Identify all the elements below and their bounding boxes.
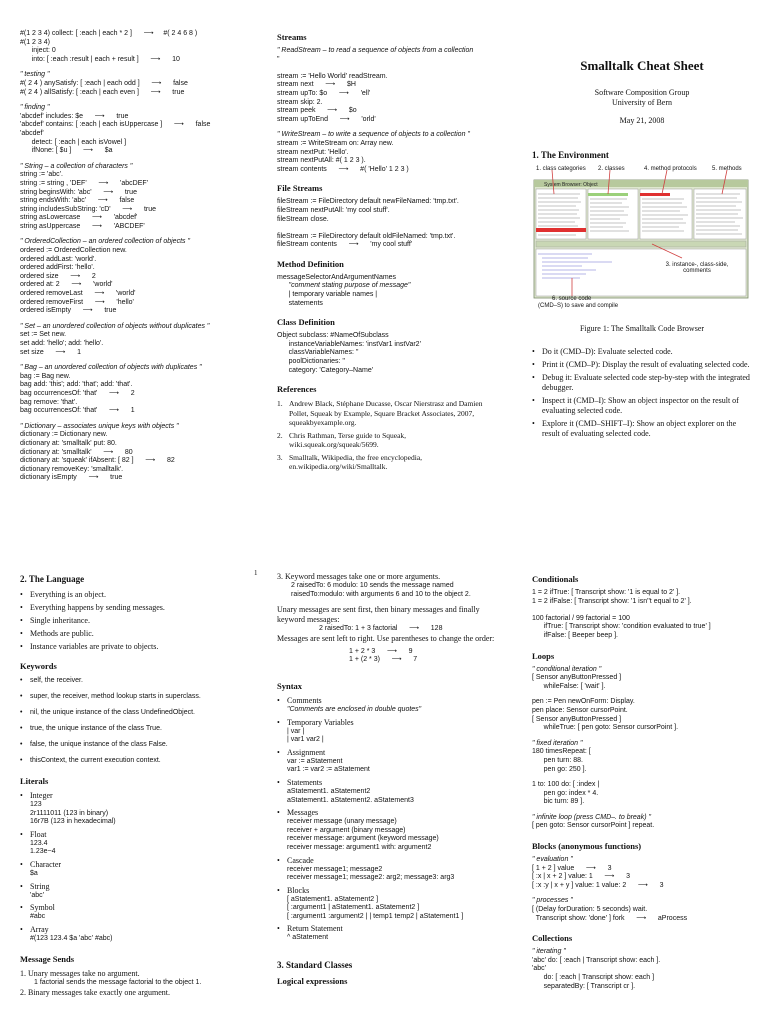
code-line: " conditional iteration " bbox=[532, 665, 602, 673]
page-title: Smalltalk Cheat Sheet bbox=[580, 58, 704, 73]
references-list bbox=[277, 399, 497, 472]
code-line: ordered size ⟶ 2 bbox=[20, 272, 96, 280]
loops-fixed-code bbox=[532, 740, 757, 774]
code-line: ifTrue: [ Transcript show: 'condition evaluated to true' ] bbox=[532, 623, 711, 631]
code-line: statements bbox=[277, 299, 323, 307]
conditionals-code bbox=[532, 589, 757, 641]
language-bullet: • Instance variables are private to objects. bbox=[20, 642, 260, 652]
conditionals-heading: Conditionals bbox=[532, 574, 579, 584]
paren-example-1: 1 + 2 * 3 ⟶ 9 bbox=[349, 647, 413, 655]
code-line: bic turn: 89 ]. bbox=[532, 798, 585, 806]
dictionary-examples bbox=[20, 423, 255, 483]
syntax-item: • Cascade receiver message1; message2 receiver message1; message2: arg2; message3: arg3 bbox=[277, 856, 495, 883]
code-line: ifFalse: [ Beeper beep ]. bbox=[532, 631, 618, 639]
loops-to-do-code bbox=[532, 781, 757, 807]
figure-caption: Figure 1: The Smalltalk Code Browser bbox=[579, 324, 705, 333]
language-bullet: • Everything happens by sending messages. bbox=[20, 603, 260, 613]
code-line: category: 'Category–Name' bbox=[277, 366, 374, 374]
organization-university: University of Bern bbox=[612, 98, 672, 107]
code-line: | temporary variable names | bbox=[277, 291, 378, 299]
keyword-messages-line1: 2 raisedTo: 6 modulo: 10 sends the message named bbox=[291, 582, 454, 589]
language-bullet: • Single inheritance. bbox=[20, 616, 260, 626]
code-line: instanceVariableNames: 'instVar1 instVar2' bbox=[277, 340, 421, 348]
code-line: ordered isEmpty ⟶ true bbox=[20, 307, 117, 315]
code-line: string := string , 'DEF' ⟶ 'abcDEF' bbox=[20, 179, 148, 187]
code-line: string includesSubString: 'cD' ⟶ true bbox=[20, 205, 157, 213]
code-line: dictionary isEmpty ⟶ true bbox=[20, 474, 123, 482]
code-line: Object subclass: #NameOfSubclass bbox=[277, 332, 389, 340]
syntax-list bbox=[277, 696, 495, 943]
file-streams-examples bbox=[277, 198, 497, 250]
code-line: #( 2 4 ) allSatisfy: [ :each | each even ] ⟶ true bbox=[20, 88, 185, 96]
code-line: stream next ⟶ $H bbox=[277, 81, 356, 89]
fig-label-classes: 2. classes bbox=[598, 166, 625, 172]
code-line: 180 timesRepeat: [ bbox=[532, 748, 591, 756]
code-line: " fixed iteration " bbox=[532, 739, 583, 747]
blocks-heading: Blocks (anonymous functions) bbox=[532, 841, 642, 852]
column-3 bbox=[532, 58, 752, 442]
keyword-item: • super, the receiver, method lookup starts in superclass. bbox=[20, 692, 260, 701]
code-line: " String – a collection of characters " bbox=[20, 162, 133, 170]
code-line: do: [ :each | Transcript show: each ] bbox=[532, 974, 655, 981]
code-line: bag occurrencesOf: 'that' ⟶ 2 bbox=[20, 389, 135, 397]
syntax-item: • Messages receiver message (unary message) receiver + argument (binary message) receiver message: argument (keyword message) receiver message: argument1 with: argument2 bbox=[277, 808, 495, 852]
code-line: whileFalse: [ 'wait' ]. bbox=[532, 682, 606, 690]
code-line: stream := WriteStream on: Array new. bbox=[277, 139, 394, 147]
code-line: " testing " bbox=[20, 71, 50, 79]
browser-window-title: System Browser: Object bbox=[544, 182, 598, 188]
message-send-item: 1. Unary messages take no argument. bbox=[20, 969, 140, 979]
fig-label-methods: 5. methods bbox=[712, 166, 742, 172]
code-line: Transcript show: 'done' ] fork ⟶ aProcess bbox=[532, 914, 688, 922]
class-definition-heading: Class Definition bbox=[277, 317, 335, 328]
syntax-item-line: "Comments are enclosed in double quotes" bbox=[287, 705, 422, 713]
loops-pen-code bbox=[532, 698, 757, 732]
paren-example-2: 1 + (2 * 3) ⟶ 7 bbox=[349, 656, 418, 664]
code-line: detect: [ :each | each isVowel ] bbox=[20, 138, 127, 146]
column-1 bbox=[20, 30, 255, 483]
code-line: " Set – an unordered collection of objects without duplicates " bbox=[20, 322, 210, 330]
keyword-messages-item: 3. Keyword messages take one or more arguments. bbox=[277, 572, 441, 581]
collect-inject-examples bbox=[20, 30, 255, 64]
code-line: 'abc' do: [ :each | Transcript show: each ]. bbox=[532, 956, 661, 964]
code-line: " Dictionary – associates unique keys with objects " bbox=[20, 422, 179, 430]
code-line: #(1 2 3 4) bbox=[20, 38, 50, 46]
code-line: pen place: Sensor cursorPoint. bbox=[532, 706, 628, 714]
code-line: ordered at: 2 ⟶ 'world' bbox=[20, 281, 113, 289]
code-line: string := 'abc'. bbox=[20, 171, 63, 179]
code-line: stream nextPut: 'Hello'. bbox=[277, 148, 349, 156]
fig-label-instance: 3. instance-, class-side, comments bbox=[665, 262, 729, 274]
literal: • Symbol #abc bbox=[20, 903, 260, 922]
code-line bbox=[532, 606, 757, 615]
keyword-messages-line2: raisedTo:modulo: with arguments 6 and 10 to the object 2. bbox=[291, 590, 471, 598]
reference-item: 2. Chris Rathman, Terse guide to Squeak, wiki.squeak.org/squeak/5699. bbox=[277, 430, 407, 450]
bottom-column-1 bbox=[20, 572, 260, 998]
code-line: " finding " bbox=[20, 104, 50, 112]
file-streams-heading: File Streams bbox=[277, 183, 323, 194]
code-line: dictionary at: 'smalltalk' put: 80. bbox=[20, 439, 117, 447]
code-line: " WriteStream – to write a sequence of objects to a collection " bbox=[277, 131, 470, 139]
code-line: fileStream contents ⟶ 'my cool stuff' bbox=[277, 241, 413, 249]
syntax-item: • Assignment var := aStatement var1 := var2 := aStatement bbox=[277, 748, 495, 775]
code-line: 1 = 2 ifFalse: [ Transcript show: '1 isn''t equal to 2' ]. bbox=[532, 597, 692, 605]
code-line: ordered removeFirst ⟶ 'hello' bbox=[20, 298, 134, 306]
syntax-item-line: | var1 var2 | bbox=[287, 736, 324, 744]
code-line: 'abc' bbox=[532, 965, 546, 973]
code-line: stream := 'Hello World' readStream. bbox=[277, 72, 388, 80]
syntax-item-line: ^ aStatement bbox=[287, 934, 329, 942]
class-definition-code bbox=[277, 332, 497, 375]
code-line: dictionary at: 'squeak' ifAbsent: [ 82 ] ⟶ 82 bbox=[20, 457, 175, 465]
method-definition-heading: Method Definition bbox=[277, 258, 344, 269]
code-line: " bbox=[277, 55, 280, 63]
syntax-item-line: receiver message: argument1 with: argument2 bbox=[287, 843, 432, 851]
string-examples bbox=[20, 163, 255, 232]
keyword-item: • nil, the unique instance of the class UndefinedObject. bbox=[20, 708, 260, 717]
reference-item: 1. Andrew Black, Stéphane Ducasse, Oscar Nierstrasz and Damien Pollet, Squeak by Example, Square Bracket Associates, 2007, squeakbyexample.org. bbox=[277, 399, 483, 428]
syntax-item-line: receiver + argument (binary message) bbox=[287, 826, 406, 834]
code-line: fileStream := FileDirectory default newFileNamed: 'tmp.txt'. bbox=[277, 198, 459, 206]
message-send-item: 2. Binary messages take exactly one argument. bbox=[20, 987, 171, 997]
code-line: " iterating " bbox=[532, 948, 566, 956]
testing-examples bbox=[20, 71, 255, 97]
code-line: ifNone: [ $u ] ⟶ $a bbox=[20, 147, 113, 155]
logical-expressions-heading: Logical expressions bbox=[277, 976, 348, 987]
loops-infinite-code bbox=[532, 814, 757, 831]
code-line: inject: 0 bbox=[20, 47, 56, 55]
code-line: [ Sensor anyButtonPressed ] bbox=[532, 674, 622, 682]
code-line: string asUppercase ⟶ 'ABCDEF' bbox=[20, 222, 145, 230]
code-line: ordered addLast: 'world'. bbox=[20, 255, 97, 263]
syntax-item-line: | var | bbox=[287, 727, 305, 735]
code-line: stream skip: 2. bbox=[277, 98, 323, 106]
syntax-item-line: [ :argument1 | aStatement1. aStatement2 ] bbox=[287, 904, 420, 912]
keyword-item: • true, the unique instance of the class True. bbox=[20, 724, 260, 733]
keyword-item: • thisContext, the current execution context. bbox=[20, 756, 260, 765]
syntax-item: • Statements aStatement1. aStatement2 aStatement1. aStatement2. aStatement3 bbox=[277, 778, 495, 805]
syntax-item-line: receiver message: argument (keyword message) bbox=[287, 835, 439, 843]
code-line: [ :x :y | x + y ] value: 1 value: 2 ⟶ 3 bbox=[532, 881, 664, 889]
bottom-column-2 bbox=[277, 572, 495, 991]
page-number: 1 bbox=[254, 569, 258, 577]
environment-bullet: • Inspect it (CMD–I): Show an object inspector on the result of evaluating selected code. bbox=[532, 396, 752, 416]
ordered-collection-examples bbox=[20, 238, 255, 315]
message-order-paragraph-2: Messages are sent left to right. Use parentheses to change the order: bbox=[277, 633, 495, 643]
fig-label-protocols: 4. method protocols bbox=[644, 166, 697, 172]
syntax-item-line: var1 := var2 := aStatement bbox=[287, 766, 370, 774]
environment-bullet: • Explore it (CMD–SHIFT–I): Show an object explorer on the result of evaluating selected code. bbox=[532, 419, 752, 439]
code-line: set size ⟶ 1 bbox=[20, 348, 81, 356]
syntax-item: • Temporary Variables | var | | var1 var2 | bbox=[277, 718, 495, 745]
code-line: pen go: 250 ]. bbox=[532, 765, 587, 773]
literals-list bbox=[20, 791, 260, 943]
message-sends-list bbox=[20, 969, 260, 998]
code-line: bag add: 'this'; add: 'that'; add: 'that'. bbox=[20, 381, 133, 389]
syntax-item: • Comments "Comments are enclosed in double quotes" bbox=[277, 696, 495, 715]
keywords-heading: Keywords bbox=[20, 661, 57, 671]
code-line: bag := Bag new. bbox=[20, 372, 71, 380]
code-line: " OrderedCollection – an ordered collection of objects " bbox=[20, 238, 190, 246]
code-line: " evaluation " bbox=[532, 856, 573, 864]
literal-line: 1.23e−4 bbox=[30, 848, 56, 856]
language-heading: 2. The Language bbox=[20, 574, 85, 584]
code-line: separatedBy: [ Transcript cr ]. bbox=[532, 982, 636, 990]
writestream-examples bbox=[277, 131, 497, 174]
code-line: set add: 'hello'; add: 'hello'. bbox=[20, 340, 104, 347]
code-line: fileStream close. bbox=[277, 215, 329, 223]
literal-line: 2r1111011 (123 in binary) bbox=[30, 809, 109, 817]
readstream-examples bbox=[277, 47, 497, 124]
syntax-heading: Syntax bbox=[277, 680, 303, 691]
fig-label-categories: 1. class categories bbox=[536, 166, 586, 172]
code-line: [ 1 + 2 ] value ⟶ 3 bbox=[532, 864, 612, 872]
code-line: 'abcdef' includes: $e ⟶ true bbox=[20, 112, 129, 120]
code-line: ordered addFirst: 'hello'. bbox=[20, 264, 95, 272]
literal: • String 'abc' bbox=[20, 882, 260, 901]
code-line: 'abcdef' contains: [ :each | each isUppercase ] ⟶ false bbox=[20, 121, 211, 129]
code-line bbox=[277, 224, 497, 233]
language-bullets bbox=[20, 590, 260, 652]
collections-code bbox=[532, 948, 757, 991]
syntax-item: • Blocks [ aStatement1. aStatement2 ] [ :argument1 | aStatement1. aStatement2 ] [ :argument1 :argument2 | | temp1 temp2 | aStatement1 ] bbox=[277, 886, 495, 922]
method-definition-code bbox=[277, 274, 497, 308]
collections-heading: Collections bbox=[532, 933, 573, 944]
code-line: " processes " bbox=[532, 897, 573, 905]
syntax-item: • Return Statement ^ aStatement bbox=[277, 924, 495, 943]
code-line: stream upToEnd ⟶ 'orld' bbox=[277, 115, 376, 123]
code-line: dictionary := Dictionary new. bbox=[20, 431, 108, 439]
syntax-item-line: [ :argument1 :argument2 | | temp1 temp2 | aStatement1 ] bbox=[287, 912, 464, 920]
literal-line: $a bbox=[30, 869, 38, 877]
loops-conditional-code bbox=[532, 666, 757, 692]
publication-date: May 21, 2008 bbox=[619, 116, 665, 125]
code-line: poolDictionaries: '' bbox=[277, 358, 346, 366]
syntax-item-line: var := aStatement bbox=[287, 757, 343, 765]
literal-line: 123 bbox=[30, 801, 42, 808]
code-browser-figure bbox=[532, 166, 752, 316]
code-line bbox=[277, 64, 497, 73]
code-line: 100 factorial / 99 factorial = 100 bbox=[532, 614, 630, 622]
code-line: pen go: index * 4. bbox=[532, 789, 599, 797]
language-bullet: • Methods are public. bbox=[20, 629, 260, 639]
code-line: " Bag – an unordered collection of objects with duplicates " bbox=[20, 364, 202, 372]
literal-line: 16r7B (123 in hexadecimal) bbox=[30, 818, 116, 826]
syntax-item-line: receiver message (unary message) bbox=[287, 818, 397, 826]
literals-heading: Literals bbox=[20, 776, 49, 786]
code-line: into: [ :each :result | each + result ] ⟶ 10 bbox=[20, 55, 180, 63]
code-line: [ pen goto: Sensor cursorPoint ] repeat. bbox=[532, 822, 655, 830]
finding-examples bbox=[20, 104, 255, 156]
code-line: pen turn: 88. bbox=[532, 756, 583, 764]
keyword-item: • self, the receiver. bbox=[20, 676, 260, 685]
code-line: pen := Pen newOnForm: Display. bbox=[532, 698, 635, 706]
code-line: dictionary at: 'smalltalk' ⟶ 80 bbox=[20, 448, 133, 456]
message-send-detail: 1 factorial sends the message factorial to the object 1. bbox=[34, 979, 202, 987]
keyword-item: • false, the unique instance of the class False. bbox=[20, 740, 260, 749]
literal: • Array #(123 123.4 $a 'abc' #abc) bbox=[20, 925, 260, 944]
code-line: bag remove: 'that'. bbox=[20, 398, 78, 406]
organization-group: Software Composition Group bbox=[594, 88, 690, 97]
code-line: stream nextPutAll: #( 1 2 3 ). bbox=[277, 157, 366, 165]
literal-line: 'abc' bbox=[30, 891, 44, 899]
keywords-list bbox=[20, 676, 260, 765]
code-line: stream peek ⟶ $o bbox=[277, 107, 357, 115]
syntax-item-line: aStatement1. aStatement2 bbox=[287, 787, 371, 795]
column-2 bbox=[277, 30, 497, 475]
code-line: whileTrue: [ pen goto: Sensor cursorPoint ]. bbox=[532, 724, 679, 732]
environment-bullet: • Debug it: Evaluate selected code step-by-step with the integrated debugger. bbox=[532, 373, 752, 393]
environment-bullets bbox=[532, 347, 752, 439]
blocks-evaluation-code bbox=[532, 856, 757, 890]
code-line: 1 = 2 ifTrue: [ Transcript show: '1 is equal to 2' ]. bbox=[532, 589, 681, 596]
environment-bullet: • Print it (CMD–P): Display the result of evaluating selected code. bbox=[532, 360, 752, 370]
code-line: fileStream nextPutAll: 'my cool stuff'. bbox=[277, 206, 390, 214]
code-line: string asLowercase ⟶ 'abcdef' bbox=[20, 214, 138, 222]
language-bullet: • Everything is an object. bbox=[20, 590, 260, 600]
literal-line: #abc bbox=[30, 913, 46, 921]
literal-line: 123.4 bbox=[30, 839, 48, 847]
code-line: stream contents ⟶ #( 'Hello' 1 2 3 ) bbox=[277, 165, 409, 173]
message-order-paragraph: Unary messages are sent first, then binary messages and finally keyword messages: bbox=[277, 605, 480, 625]
code-line: #(1 2 3 4) collect: [ :each | each * 2 ] ⟶ #( 2 4 6 8 ) bbox=[20, 30, 198, 37]
code-line: messageSelectorAndArgumentNames bbox=[277, 273, 397, 281]
fig-label-save: (CMD–S) to save and compile bbox=[538, 303, 619, 309]
set-examples bbox=[20, 323, 255, 357]
code-line: 'abcdef' bbox=[20, 129, 44, 137]
code-line: 1 to: 100 do: [ :index | bbox=[532, 781, 600, 789]
literal-line: #(123 123.4 $a 'abc' #abc) bbox=[30, 934, 113, 942]
bag-examples bbox=[20, 364, 255, 416]
code-line: string beginsWith: 'abc' ⟶ true bbox=[20, 188, 137, 196]
code-line: " infinite loop (press CMD–. to break) " bbox=[532, 813, 651, 821]
browser-screenshot bbox=[532, 166, 752, 316]
environment-heading: 1. The Environment bbox=[532, 150, 609, 160]
code-line: #( 2 4 ) anySatisfy: [ :each | each odd ] ⟶ false bbox=[20, 79, 188, 87]
bottom-column-3 bbox=[532, 572, 757, 991]
code-line: string endsWith: 'abc' ⟶ false bbox=[20, 197, 135, 205]
code-line: [ Sensor anyButtonPressed ] bbox=[532, 715, 622, 723]
literal: • Float 123.4 1.23e−4 bbox=[20, 830, 260, 857]
code-line: ordered removeLast ⟶ 'world' bbox=[20, 290, 136, 298]
loops-heading: Loops bbox=[532, 650, 555, 661]
standard-classes-heading: 3. Standard Classes bbox=[277, 960, 353, 971]
literal: • Integer 123 2r1111011 (123 in binary) 16r7B (123 in hexadecimal) bbox=[20, 791, 260, 827]
code-line: set := Set new. bbox=[20, 331, 67, 339]
code-line: dictionary removeKey: 'smalltalk'. bbox=[20, 465, 124, 473]
code-line: bag occurrencesOf: 'that' ⟶ 1 bbox=[20, 407, 135, 415]
blocks-processes-code bbox=[532, 897, 757, 923]
syntax-item-line: [ aStatement1. aStatement2 ] bbox=[287, 895, 379, 903]
code-line: " ReadStream – to read a sequence of objects from a collection bbox=[277, 47, 474, 54]
code-line: "comment stating purpose of message" bbox=[277, 282, 411, 290]
streams-heading: Streams bbox=[277, 32, 307, 42]
fig-label-source: 6. source code bbox=[552, 296, 592, 302]
syntax-item-line: receiver message1; message2: arg2; message3: arg3 bbox=[287, 874, 455, 882]
code-line: ordered := OrderedCollection new. bbox=[20, 247, 127, 255]
syntax-item-line: receiver message1; message2 bbox=[287, 865, 383, 873]
code-line: stream upTo: $o ⟶ 'ell' bbox=[277, 89, 371, 97]
literal: • Character $a bbox=[20, 860, 260, 879]
message-order-example: 2 raisedTo: 1 + 3 factorial ⟶ 128 bbox=[319, 625, 443, 633]
environment-bullet: • Do it (CMD–D): Evaluate selected code. bbox=[532, 347, 752, 357]
references-heading: References bbox=[277, 384, 317, 395]
code-line: [ :x | x + 2 ] value: 1 ⟶ 3 bbox=[532, 873, 631, 881]
syntax-item-line: aStatement1. aStatement2. aStatement3 bbox=[287, 796, 414, 804]
code-line: [ (Delay forDuration: 5 seconds) wait. bbox=[532, 906, 648, 914]
code-line: classVariableNames: '' bbox=[277, 349, 359, 357]
reference-item: 3. Smalltalk, Wikipedia, the free encyclopedia, en.wikipedia.org/wiki/Smalltalk. bbox=[277, 452, 423, 472]
message-sends-heading: Message Sends bbox=[20, 954, 75, 965]
code-line: fileStream := FileDirectory default oldFileNamed: 'tmp.txt'. bbox=[277, 232, 456, 240]
